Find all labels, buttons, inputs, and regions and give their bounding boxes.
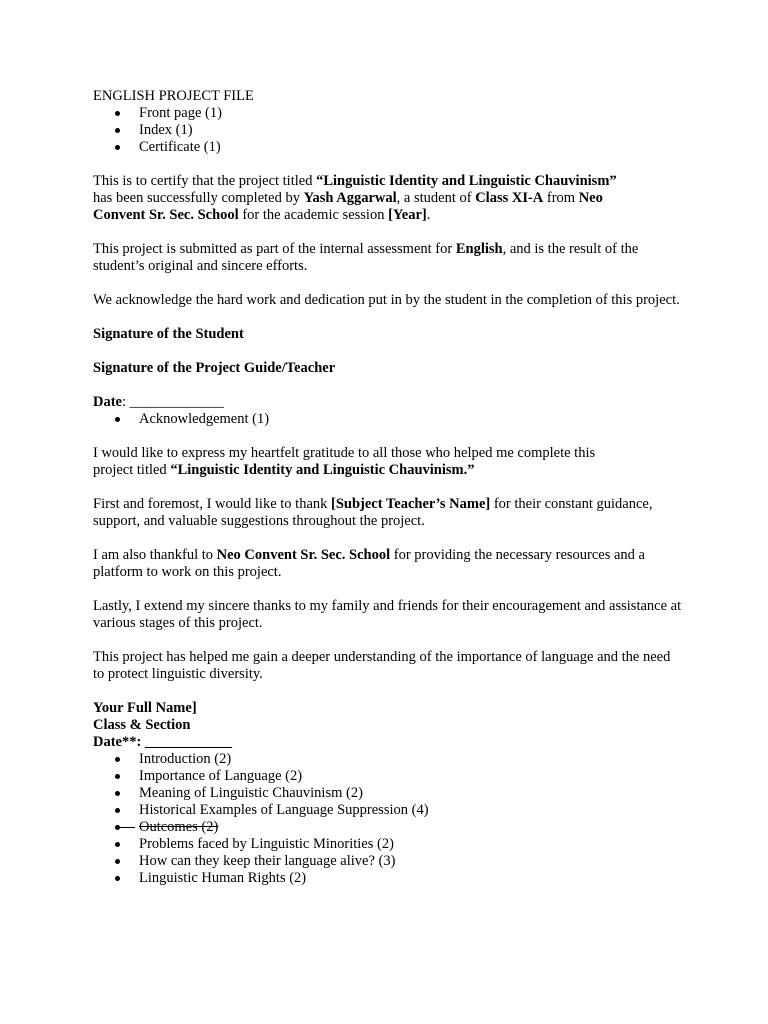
bullet-icon [115,128,120,133]
bullet-icon [115,145,120,150]
list-item: Front page (1) [93,105,683,122]
signature-teacher: Signature of the Project Guide/Teacher [93,360,336,376]
bullet-icon [115,791,120,796]
bullet-icon [115,842,120,847]
toc-ack-list [93,411,683,428]
list-item: Acknowledgement (1) [93,411,683,428]
strike-line [115,827,135,828]
ack-paragraph-3: I am also thankful to Neo Convent Sr. Sec. School for providing the necessary resources and a platform to work on this project. [93,547,645,580]
list-item: Linguistic Human Rights (2) [93,870,683,887]
ack-paragraph-4: Lastly, I extend my sincere thanks to my family and friends for their encouragement and assistance at various stages of this project. [93,598,682,631]
list-item-struck: Outcomes (2) [93,819,683,836]
bullet-icon [115,808,120,813]
list-item: Historical Examples of Language Suppression (4) [93,802,683,819]
list-item: Introduction (2) [93,751,683,768]
bullet-icon [115,417,120,422]
bullet-icon [115,111,120,116]
list-item: Index (1) [93,122,683,139]
toc-bottom-list [93,751,683,887]
ack-name-line: Your Full Name] [93,700,197,716]
certificate-paragraph-3: We acknowledge the hard work and dedication put in by the student in the completion of this project. [93,292,680,308]
certificate-paragraph-1: This is to certify that the project titled “Linguistic Identity and Linguistic Chauvinism” has been successfully completed by Yash Aggarwal, a student of Class XI-A from Neo Convent Sr. Sec. School for the academic session [Year]. [93,173,617,223]
ack-class-line: Class & Section [93,717,191,733]
bullet-icon [115,757,120,762]
list-item: Certificate (1) [93,139,683,156]
toc-top-list [93,105,683,156]
document-title: ENGLISH PROJECT FILE [93,88,254,104]
list-item: Importance of Language (2) [93,768,683,785]
ack-paragraph-2: First and foremost, I would like to thank [Subject Teacher’s Name] for their constant guidance, support, and valuable suggestions throughout the project. [93,496,653,529]
bullet-icon [115,876,120,881]
ack-paragraph-5: This project has helped me gain a deeper understanding of the importance of language and the need to protect linguistic diversity. [93,649,671,682]
certificate-paragraph-2: This project is submitted as part of the internal assessment for English, and is the result of the student’s original and sincere efforts. [93,241,639,274]
ack-paragraph-1: I would like to express my heartfelt gratitude to all those who helped me complete this project titled “Linguistic Identity and Linguistic Chauvinism.” [93,445,596,478]
ack-date-line: Date**: ____________ [93,734,232,750]
signature-student: Signature of the Student [93,326,244,342]
document-page [93,88,683,887]
list-item: Meaning of Linguistic Chauvinism (2) [93,785,683,802]
certificate-date: Date: _____________ [93,394,224,410]
bullet-icon [115,774,120,779]
list-item: How can they keep their language alive? (3) [93,853,683,870]
bullet-icon [115,859,120,864]
list-item: Problems faced by Linguistic Minorities (2) [93,836,683,853]
